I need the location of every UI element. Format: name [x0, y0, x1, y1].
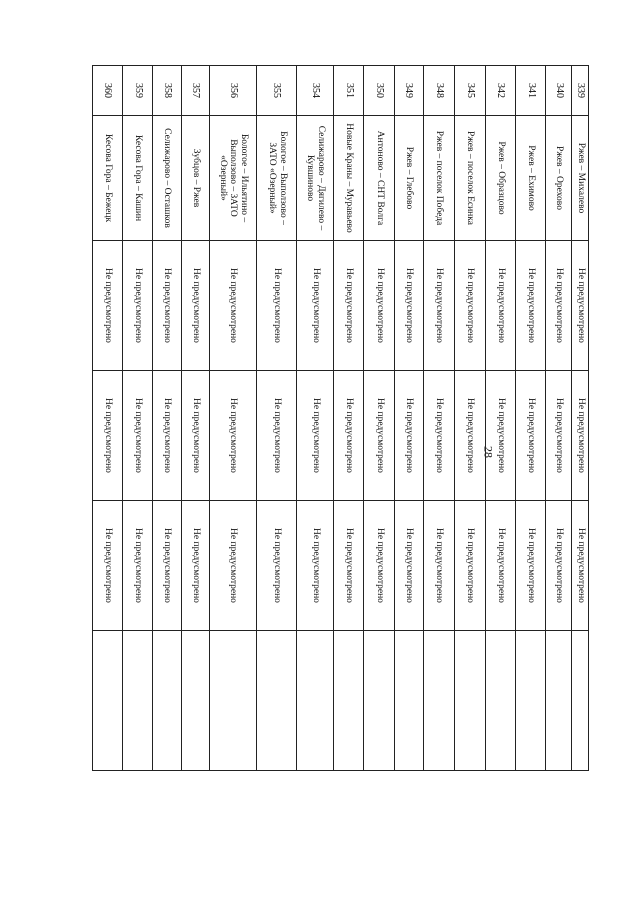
empty-cell	[546, 631, 572, 771]
empty-cell	[454, 631, 485, 771]
empty-cell	[486, 631, 516, 771]
status-cell: Не предусмотрено	[181, 241, 209, 371]
status-cell: Не предусмотрено	[572, 501, 589, 631]
route-name-cell: Ржев – Михалево	[572, 116, 589, 241]
status-cell: Не предусмотрено	[257, 501, 297, 631]
status-cell: Не предусмотрено	[546, 501, 572, 631]
route-number-cell: 359	[123, 66, 153, 116]
status-cell: Не предусмотрено	[296, 241, 333, 371]
table-row	[572, 66, 589, 771]
status-cell: Не предусмотрено	[516, 241, 546, 371]
page-number: 28	[481, 446, 496, 458]
route-name-cell: Новые Краны – Муравьево	[334, 116, 364, 241]
empty-cell	[423, 631, 454, 771]
route-name-cell: Селижарово – Осташков	[153, 116, 181, 241]
route-name-cell: Ржев – поселок Есинка	[454, 116, 485, 241]
route-number-cell: 358	[153, 66, 181, 116]
route-name-cell: Бологое – Ильятино – Выползово – ЗАТО «Озерный»	[209, 116, 257, 241]
route-number-cell: 348	[423, 66, 454, 116]
status-cell: Не предусмотрено	[486, 501, 516, 631]
status-cell: Не предусмотрено	[454, 371, 485, 501]
empty-cell	[364, 631, 394, 771]
status-cell: Не предусмотрено	[209, 371, 257, 501]
status-cell: Не предусмотрено	[454, 241, 485, 371]
status-cell: Не предусмотрено	[546, 241, 572, 371]
empty-cell	[209, 631, 257, 771]
route-number-cell: 360	[93, 66, 123, 116]
route-name-cell: Селижарово – Дягилево – Кувшиново	[296, 116, 333, 241]
status-cell: Не предусмотрено	[123, 371, 153, 501]
route-number-cell: 339	[572, 66, 589, 116]
empty-cell	[334, 631, 364, 771]
status-cell: Не предусмотрено	[546, 371, 572, 501]
empty-cell	[572, 631, 589, 771]
status-cell: Не предусмотрено	[516, 501, 546, 631]
status-cell: Не предусмотрено	[486, 371, 516, 501]
route-number-cell: 340	[546, 66, 572, 116]
route-name-cell: Кесова Гора – Кашин	[123, 116, 153, 241]
table-row	[93, 66, 123, 771]
status-cell: Не предусмотрено	[181, 371, 209, 501]
table-row	[123, 66, 153, 771]
status-cell: Не предусмотрено	[257, 241, 297, 371]
route-name-cell: Ржев – Глебово	[394, 116, 423, 241]
status-cell: Не предусмотрено	[123, 241, 153, 371]
route-number-cell: 350	[364, 66, 394, 116]
route-name-cell: Антоново – СНТ Волга	[364, 116, 394, 241]
table-row	[516, 66, 546, 771]
status-cell: Не предусмотрено	[572, 241, 589, 371]
status-cell: Не предусмотрено	[153, 371, 181, 501]
empty-cell	[257, 631, 297, 771]
route-number-cell: 351	[334, 66, 364, 116]
table-row	[546, 66, 572, 771]
status-cell: Не предусмотрено	[486, 241, 516, 371]
route-name-cell: Бологое – Выползово – ЗАТО «Озерный»	[257, 116, 297, 241]
table-row	[364, 66, 394, 771]
route-name-cell: Ржев – Орехово	[546, 116, 572, 241]
status-cell: Не предусмотрено	[572, 371, 589, 501]
table-row	[486, 66, 516, 771]
status-cell: Не предусмотрено	[93, 241, 123, 371]
route-name-cell: Ржев – Ехимово	[516, 116, 546, 241]
route-number-cell: 342	[486, 66, 516, 116]
empty-cell	[153, 631, 181, 771]
empty-cell	[93, 631, 123, 771]
route-number-cell: 355	[257, 66, 297, 116]
status-cell: Не предусмотрено	[364, 371, 394, 501]
table-row	[423, 66, 454, 771]
status-cell: Не предусмотрено	[153, 241, 181, 371]
route-name-cell: Ржев – поселок Победа	[423, 116, 454, 241]
table-row	[209, 66, 257, 771]
table-row	[153, 66, 181, 771]
table-row	[394, 66, 423, 771]
empty-cell	[296, 631, 333, 771]
status-cell: Не предусмотрено	[123, 501, 153, 631]
rotated-table-inner	[92, 65, 589, 770]
status-cell: Не предусмотрено	[209, 501, 257, 631]
status-cell: Не предусмотрено	[364, 241, 394, 371]
status-cell: Не предусмотрено	[296, 371, 333, 501]
table-row	[257, 66, 297, 771]
table-row	[334, 66, 364, 771]
route-number-cell: 349	[394, 66, 423, 116]
status-cell: Не предусмотрено	[296, 501, 333, 631]
status-cell: Не предусмотрено	[334, 371, 364, 501]
route-name-cell: Зубцов – Ржев	[181, 116, 209, 241]
status-cell: Не предусмотрено	[454, 501, 485, 631]
status-cell: Не предусмотрено	[423, 371, 454, 501]
route-number-cell: 354	[296, 66, 333, 116]
rotated-table-frame	[92, 65, 589, 770]
empty-cell	[394, 631, 423, 771]
route-number-cell: 345	[454, 66, 485, 116]
table-row	[454, 66, 485, 771]
routes-table	[92, 65, 589, 771]
status-cell: Не предусмотрено	[364, 501, 394, 631]
route-name-cell: Ржев – Образцово	[486, 116, 516, 241]
status-cell: Не предусмотрено	[423, 501, 454, 631]
status-cell: Не предусмотрено	[394, 241, 423, 371]
route-number-cell: 341	[516, 66, 546, 116]
status-cell: Не предусмотрено	[334, 501, 364, 631]
status-cell: Не предусмотрено	[423, 241, 454, 371]
table-row	[181, 66, 209, 771]
status-cell: Не предусмотрено	[394, 501, 423, 631]
routes-table-body	[93, 66, 589, 771]
status-cell: Не предусмотрено	[93, 371, 123, 501]
status-cell: Не предусмотрено	[334, 241, 364, 371]
empty-cell	[181, 631, 209, 771]
status-cell: Не предусмотрено	[394, 371, 423, 501]
status-cell: Не предусмотрено	[257, 371, 297, 501]
status-cell: Не предусмотрено	[516, 371, 546, 501]
route-name-cell: Кесова Гора – Бежецк	[93, 116, 123, 241]
status-cell: Не предусмотрено	[153, 501, 181, 631]
empty-cell	[516, 631, 546, 771]
status-cell: Не предусмотрено	[93, 501, 123, 631]
empty-cell	[123, 631, 153, 771]
route-number-cell: 356	[209, 66, 257, 116]
status-cell: Не предусмотрено	[181, 501, 209, 631]
status-cell: Не предусмотрено	[209, 241, 257, 371]
route-number-cell: 357	[181, 66, 209, 116]
table-row	[296, 66, 333, 771]
